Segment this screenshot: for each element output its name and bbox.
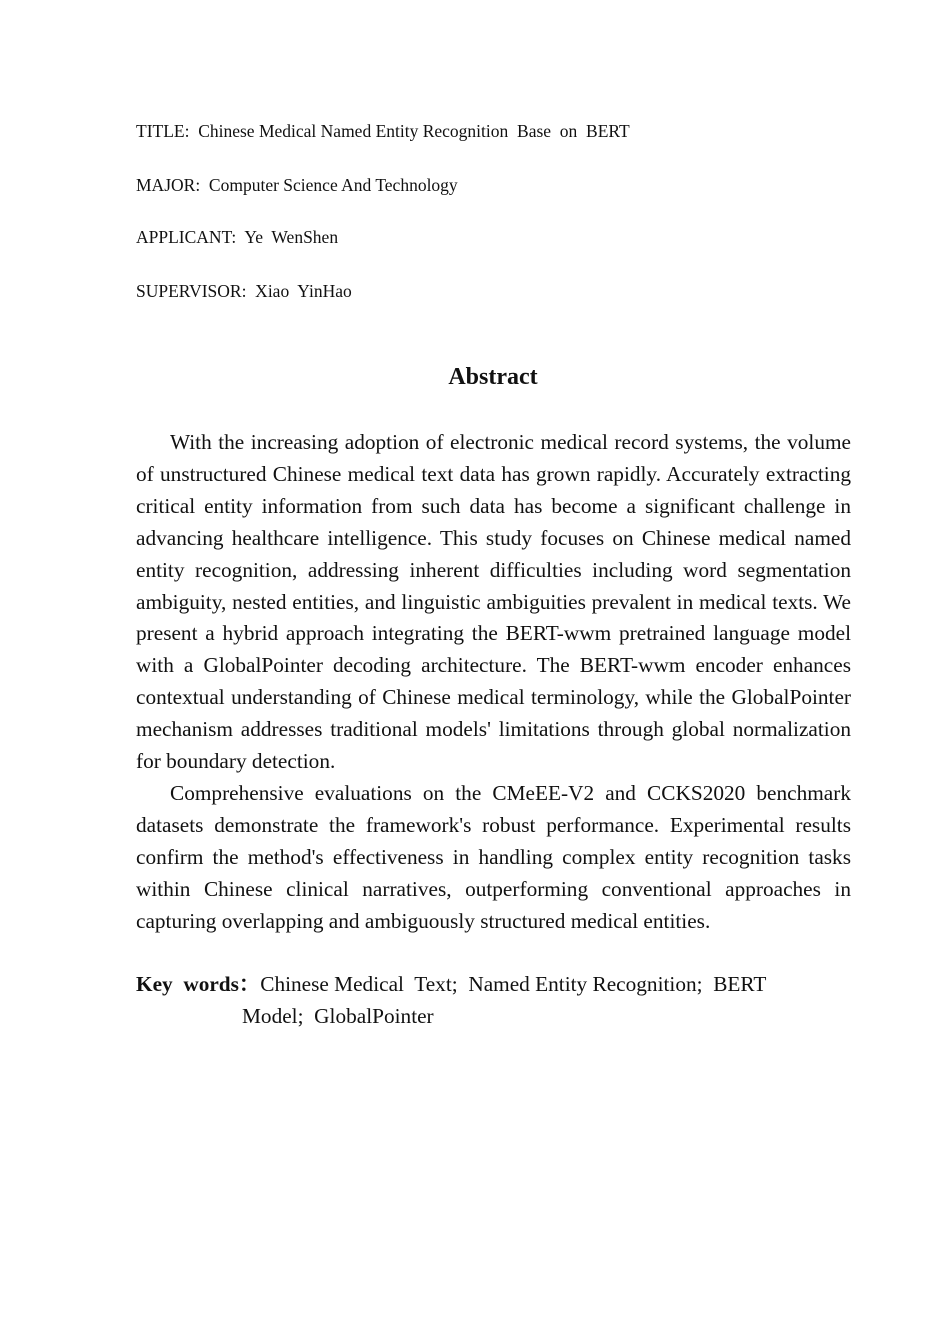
abstract-paragraph-2: Comprehensive evaluations on the CMeEE-V2 and CCKS2020 benchmark datasets demonstrate the framework's robust performance. Experimental results confirm the method's effectiveness in handling complex entity recognition tasks within Chinese clinical narratives, outperforming conventional approaches in capturing overlapping and ambiguously structured medical entities. — [136, 780, 851, 933]
abstract-paragraph-1: With the increasing adoption of electronic medical record systems, the volume of unstructured Chinese medical text data has grown rapidly. Accurately extracting critical entity information from such data has become a significant challenge in advancing healthcare intelligence. This study focuses on Chinese medical named entity recognition, addressing inherent difficulties including word segmentation ambiguity, nested entities, and linguistic ambiguities prevalent in medical texts. We present a hybrid approach integrating the BERT-wwm pretrained language model with a GlobalPointer decoding architecture. The BERT-wwm encoder enhances contextual understanding of Chinese medical terminology, while the GlobalPointer mechanism addresses traditional models' limitations through global normalization for boundary detection. — [136, 430, 851, 774]
thesis-title-line: TITLE: Chinese Medical Named Entity Recognition Base on BERT — [136, 121, 630, 141]
abstract-heading: Abstract — [448, 364, 538, 390]
keywords-row-1 — [136, 968, 836, 1000]
major-line: MAJOR: Computer Science And Technology — [136, 175, 458, 195]
applicant-line: APPLICANT: Ye WenShen — [136, 227, 339, 247]
supervisor-line: SUPERVISOR: Xiao YinHao — [136, 281, 352, 301]
abstract-body — [136, 427, 851, 938]
keywords-section — [136, 968, 836, 1032]
keywords-list-line-2: Model; GlobalPointer — [242, 1004, 434, 1028]
keywords-list-line-1: Chinese Medical Text; Named Entity Recognition; BERT — [260, 972, 767, 996]
keywords-label: Key words： — [136, 972, 261, 996]
